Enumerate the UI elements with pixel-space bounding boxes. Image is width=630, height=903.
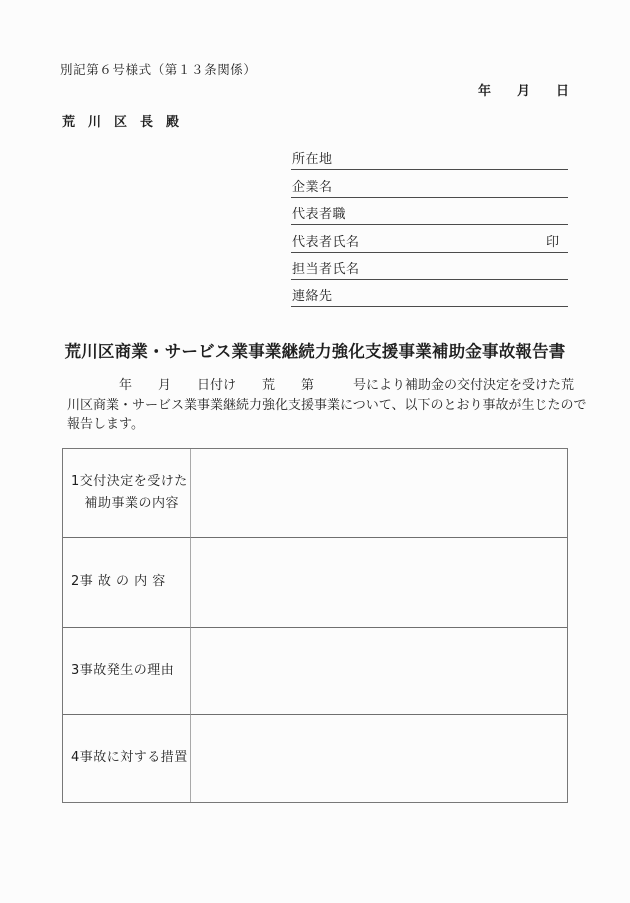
table-row-1-value (191, 449, 567, 538)
field-person-in-charge-name (291, 257, 568, 280)
row-1-label-line-2: 補助事業の内容 (71, 496, 180, 511)
addressee-arakawa-mayor: 荒 川 区 長 殿 (62, 115, 180, 130)
table-row-2-label (63, 538, 191, 628)
body-paragraph (67, 376, 586, 435)
date-line: 年 月 日 (477, 84, 569, 99)
field-representative-title-label: 代表者職 (292, 207, 347, 222)
field-address (291, 147, 568, 170)
field-contact-info-label: 連絡先 (292, 289, 333, 304)
row-4-label-line-1: 4事故に対する措置 (71, 750, 188, 766)
field-representative-name-label: 代表者氏名 (292, 235, 360, 250)
body-line-2: 川区商業・サービス業事業継続力強化支援事業について、以下のとおり事故が生じたので (67, 397, 587, 413)
table-row-4-label (63, 715, 191, 802)
table-row-3-label (63, 628, 191, 715)
field-person-in-charge-label: 担当者氏名 (292, 262, 360, 277)
body-line-3: 報告します。 (67, 417, 144, 432)
form-number-note: 別記第６号様式（第１３条関係） (60, 62, 257, 77)
body-line-1: 年 月 日付け 荒 第 号により補助金の交付決定を受けた荒 (67, 378, 575, 393)
row-2-label-line-1: 2事 故 の 内 容 (71, 574, 166, 590)
field-contact-info (291, 284, 568, 307)
table-row-4-value (191, 715, 567, 802)
field-company-name (291, 175, 568, 198)
row-1-label-line-1: 1交付決定を受けた (71, 473, 188, 489)
seal-mark: 印 (545, 235, 559, 250)
field-representative-title (291, 202, 568, 225)
table-row-2-value (191, 538, 567, 628)
field-address-label: 所在地 (292, 152, 333, 167)
field-representative-name (291, 230, 568, 253)
document-title: 荒川区商業・サービス業事業継続力強化支援事業補助金事故報告書 (64, 342, 566, 361)
report-table (62, 448, 568, 803)
row-3-label-line-1: 3事故発生の理由 (71, 662, 175, 678)
table-row-1-label (63, 449, 191, 538)
field-company-name-label: 企業名 (292, 180, 333, 195)
table-row-3-value (191, 628, 567, 715)
